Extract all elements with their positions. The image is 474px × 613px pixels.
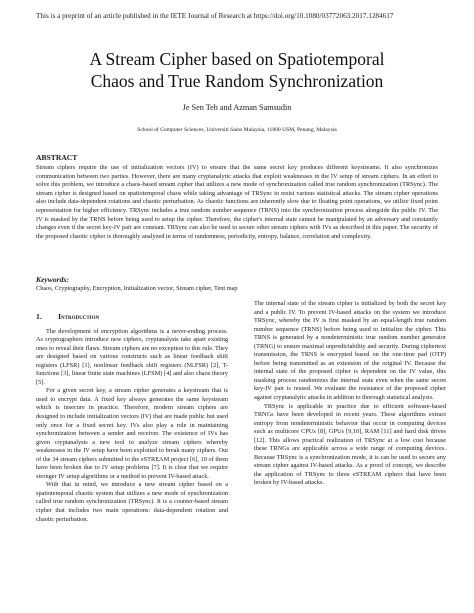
body-paragraph: The internal state of the stream cipher is initialized by both the secret key and a public IV. To prevent IV-based attacks on the system we introduce TRSync, whereby the IV is first masked by an equal-length true random number sequence (TRNS) before being used to initialize the cipher. This TRNS is generated by a nondeterministic true random number generator (TRNG) to ensure maximal unpredictability and security. During ciphertext transmission, the TRNS is encrypted based on the one-time pad (OTP) before being transmitted as an extension of the original IV. Because the internal state of the proposed cipher is dependent on the IV value, this masking process randomizes the internal state even when the same secret key-IV pair is reused. We evaluate the resistance of the proposed cipher against cryptanalytic attacks in addition to thorough statistical analysis.	[254, 300, 446, 402]
abstract-text: Stream ciphers require the use of initialization vectors (IV) to ensure that the same secret key produces different keystreams. It also synchronizes communication between two parties. However, there are many cryptanalytic attacks that exploit weaknesses in the IV setup of stream ciphers. In an effort to solve this problem, we introduce a chaos-based stream cipher that utilizes a new mode of synchronization called true random synchronization (TRSync). The stream cipher is designed based on spatiotemporal chaos while taking advantage of TRSync to resist various statistical attacks. The stream cipher operations also include data-dependent rotations and chaotic perturbation. As chaotic functions are inherently slow due to floating point operations, we utilize fixed point representation for higher efficiency. TRSync includes a true random number sequence (TRNS) into the synchronization process alongside the public IV. The IV is masked by the TRNS before being used to setup the cipher. Therefore, the cipher's internal state cannot be manipulated by an adversary and constantly changes even if the secret key-IV pair are constant. TRSync can also be used to secure other stream ciphers with IVs as described in this paper. The security of the proposed chaotic cipher is thoroughly analyzed in terms of randomness, periodicity, entropy, balance, correlation and complexity.	[36, 164, 438, 240]
title-line-2: Chaos and True Random Synchronization	[90, 71, 384, 91]
keywords-heading: Keywords:	[36, 275, 69, 284]
section-title: Introduction	[58, 312, 100, 321]
body-paragraph: With that in mind, we introduce a new stream cipher based on a spatiotemporal chaotic system that utilizes a new mode of synchronization called true random synchronization (TRSync). It is a counter-based stream cipher that includes two main operations: data-dependent rotation and chaotic perturbation.	[36, 481, 228, 523]
preprint-note[interactable]: This is a preprint of an article published in the IETE Journal of Research at https://doi.org/10.1080/03772063.2017.1284617	[36, 12, 394, 20]
left-column	[36, 300, 228, 524]
paper-title	[0, 48, 474, 92]
keywords-text: Chaos, Cryptography, Encryption, Initialization vector, Stream cipher, Tent map	[36, 285, 238, 292]
affiliation: School of Computer Sciences, Universiti Sains Malaysia, 11800 USM, Penang, Malaysia	[137, 127, 337, 133]
title-line-1: A Stream Cipher based on Spatiotemporal	[89, 49, 385, 69]
authors: Je Sen Teh and Azman Samsudin	[182, 103, 292, 112]
body-paragraph: TRSync is applicable in practice due to efficient software-based TRNGs have been developed in recent years. These algorithms extract entropy from nondeterministic behavior that occur in computing devices such as multicore CPUs [8], GPUs [9,10], RAM [11] and hard disk drives [12]. This allows practical realization of TRSync at a low cost because these TRNGs are applicable across a wide range of computing devices. Because TRSync is a synchronization mode, it is can be used to secure any stream cipher against IV-based attacks. As a proof of concept, we describe the application of TRSync to three eSTREAM ciphers that have been broken by IV-based attacks.	[254, 402, 446, 487]
section-heading	[36, 313, 228, 322]
body-paragraph: The development of encryption algorithms is a never-ending process. As cryptographers introduce new ciphers, cryptanalysts take apart existing ones to reveal their flaws. Stream ciphers are no exception to this rule. They are designed based on various constructs such as linear feedback shift registers (LFSR) [1], nonlinear feedback shift registers (NLFSR) [2], T-functions [3], linear finite state machines (LFSM) [4] and also chaos theory [5].	[36, 327, 228, 386]
right-column	[254, 300, 446, 488]
body-paragraph: For a given secret key, a stream cipher generates a keystream that is used to encrypt data. A fixed key always generates the same keystream which is insecure in practice. Therefore, modern stream ciphers are designed to include initialization vectors (IV) that are made public but used only once for a fixed secret key. IVs also play a role in maintaining synchronization between a sender and receiver. The existence of IVs has given cryptanalysts a new tool to analyze stream ciphers whereby weaknesses in the IV setup have been exploited to break many ciphers. Out of the 34 stream ciphers submitted to the eSTREAM project [6], 10 of them have been broken due to IV setup problems [7]. It is clear that we require stronger IV setup algorithms or a method to prevent IV-based attack.	[36, 387, 228, 480]
section-number: 1.	[36, 312, 42, 321]
abstract-heading: ABSTRACT	[36, 153, 78, 162]
